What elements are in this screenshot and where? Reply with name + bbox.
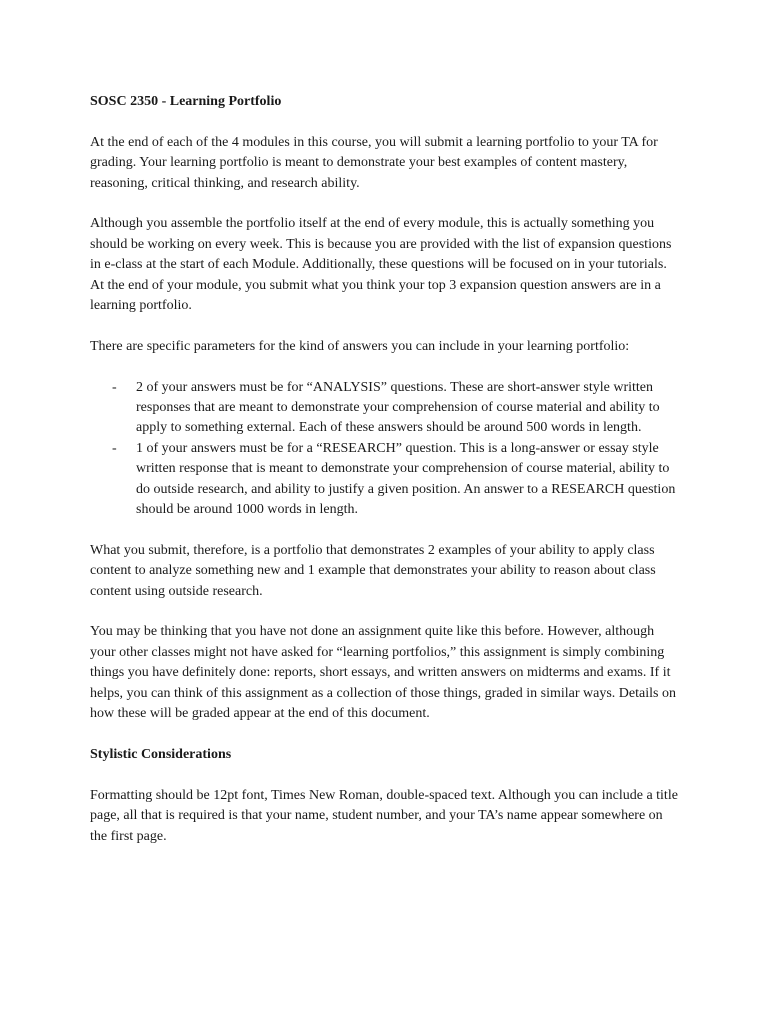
paragraph-parameters: There are specific parameters for the kind of answers you can include in your learning portfolio: — [90, 338, 630, 354]
stylistic-heading: Stylistic Considerations — [90, 746, 232, 762]
list-item — [90, 439, 680, 521]
list-item-text: 1 of your answers must be for a “RESEARCH” question. This is a long-answer or essay style written response that is meant to demonstrate your comprehension of course material, ability to do outside research, and ability to justify a given position. An answer to a RESEARCH question should be around 1000 words in length. — [136, 440, 676, 518]
dash-bullet: - — [112, 379, 117, 395]
document-title: SOSC 2350 - Learning Portfolio — [90, 94, 282, 109]
paragraph-weekly: Although you assemble the portfolio itself at the end of every module, this is actually something you should be working on every week. This is because you are provided with the list of expansion questions in e-class at the start of each Module. Additionally, these questions will be focused on in your tutorials. At the end of your module, you submit what you think your top 3 expansion question answers are in a learning portfolio. — [90, 216, 672, 314]
dash-bullet: - — [112, 440, 117, 456]
paragraph-formatting: Formatting should be 12pt font, Times New Roman, double-spaced text. Although you can include a title page, all that is required is that your name, student number, and your TA’s name appear somewhere on the first page. — [90, 787, 678, 844]
parameters-list — [90, 378, 680, 521]
document-body — [90, 92, 680, 867]
list-item — [90, 378, 680, 439]
list-item-text: 2 of your answers must be for “ANALYSIS” questions. These are short-answer style written responses that are meant to demonstrate your comprehension of course material and ability to apply to something external. Each of these answers should be around 500 words in length. — [136, 379, 660, 436]
paragraph-familiar: You may be thinking that you have not done an assignment quite like this before. However, although your other classes might not have asked for “learning portfolios,” this assignment is simply combining things you have definitely done: reports, short essays, and written answers on midterms and exams. If it helps, you can think of this assignment as a collection of those things, graded in similar ways. Details on how these will be graded appear at the end of this document. — [90, 624, 676, 722]
paragraph-summary: What you submit, therefore, is a portfolio that demonstrates 2 examples of your ability to apply class content to analyze something new and 1 example that demonstrates your ability to reason about class content using outside research. — [90, 542, 656, 599]
paragraph-intro: At the end of each of the 4 modules in this course, you will submit a learning portfolio to your TA for grading. Your learning portfolio is meant to demonstrate your best examples of content mastery, reasoning, critical thinking, and research ability. — [90, 134, 658, 191]
